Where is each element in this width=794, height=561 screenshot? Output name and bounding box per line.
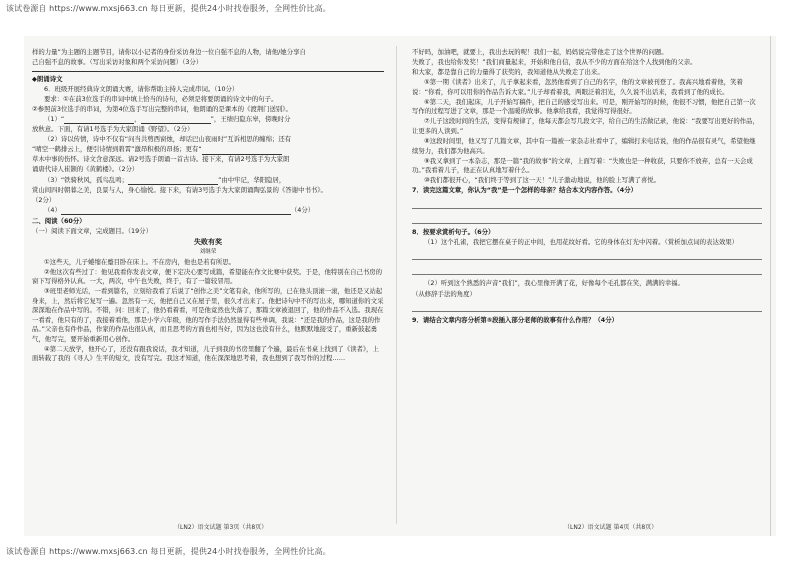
cue-1-line-2: 放秋意。下面，有请1号选手为大家朗诵《野望》。（2分） <box>32 125 194 134</box>
blank-3[interactable] <box>128 178 218 185</box>
cue-3-line-2: 赏山间四时朝暮之美，良景与人，身心愉悦。接下来，有请3号选手为大家朗诵陶弘景的《答谢中书书》。 <box>32 185 327 194</box>
blank-1b[interactable] <box>141 117 211 124</box>
cue-2: （2）诗以传情，诗中不仅有“问当共剪西窗烛，却话巴山夜雨时”互诉相思的缠绵；还有 <box>44 135 292 144</box>
continued-line-2: 失败了，我也给你发奖！”我们商量起来，开始和他自信，我从不少的方面在给这个人找到他的父亲。 <box>412 58 697 67</box>
blank-1a[interactable] <box>64 117 134 124</box>
question-8-2-hint: （从修辞手法的角度） <box>412 289 476 298</box>
paragraph-3: ③班里老师光话，一看到篇名，立刻给我看了后说了“创作之美”文笔有余，他所写的，已在他头顶滚一滚，他还是又站起身来，上，然后将它复写一遍。忽然有一天，他把自己又在屋子里，很久才出来了。他把诗句中不的写出来，哪知道你的文采深深地在作品中写的。不错，问：回来了，他仍看着看，可是他竟然也失落了，那篇文章被退回了，他的作品不入选。我现在一看看，他只有的了，我接着看他，那是小学六年级，他的写作手法仍然显得有些单调，我说：“还是我的作品，这是我的作品。”父亲也有件作品，作家的作品也很认真，而且思考的方面也相当好，因为这也没有什么，他默默地接受了，重新鼓起勇气，他写完，要开始重新用心创作。 <box>32 287 384 343</box>
page-fold-line <box>770 36 771 536</box>
story-title: 失败有奖 <box>194 237 222 246</box>
page-footer-left: （LN2）语文试题 第3页（共8页） <box>174 524 268 531</box>
question-9: 9．请结合文章内容分析第⑤段插入部分老师的故事有什么作用？（4分） <box>412 316 619 325</box>
answer-line-8c[interactable] <box>412 301 762 312</box>
intro-line-1: 样的力量”为主题的主题节目，请你以小记者的身份采访身边一位自强不息的人物，请他/她分享自 <box>32 48 306 56</box>
paragraph-5: ⑤第一期《读者》出来了，儿子拿起来看，忽然他看到了自己的名字，他的文章被刊登了。我高兴地看着他，笑着说：“你看，你可以用你的作品告诉大家。”儿子却看着我，两眼泛着泪光，久久说不出话来，我看到了他的成长。 <box>412 78 743 96</box>
page-footer-right: （LN2）语文试题 第4页（共8页） <box>564 524 658 531</box>
cue-3: （3）“铁骑秋风，孤鸟乱鸣； ”由中牢记，华阳隐居， <box>44 175 286 184</box>
watermark-bottom: 该试卷源自 https://www.mxsj663.cn 每日更新，提供24小时找卷服务，全网性价比高。 <box>6 547 331 556</box>
question-7: 7．读完这篇文章，你认为“我”是一个怎样的母亲？结合本文内容作答。（4分） <box>412 186 637 195</box>
paragraph-8: ⑧这段时间里，他又写了几篇文章，其中有一篇被一家杂志社看中了，编辑打来电话说，他的作品很有灵气，希望他继续努力，我们都为他高兴。 <box>412 137 756 155</box>
intro-line-2: 己自强不息的故事。（写出采访对象和两个采访问题）（3分） <box>32 58 203 67</box>
answer-line-7a[interactable] <box>412 198 762 209</box>
continued-line-1: 不好吗，加油吧，就要上，我出去玩的呢！我们一起，妈妈说完带他走了这个世界的问题。 <box>412 48 668 56</box>
paragraph-10: ⑩我们都很开心，“我们终于等到了这一天！”儿子激动地说，他的脸上写满了喜悦。 <box>424 176 661 185</box>
column-divider <box>396 46 397 524</box>
answer-line-8a[interactable] <box>412 249 762 260</box>
continued-line-3: 和大家，都是靠自己的力量得了获奖的，我知道他从失败走了出来。 <box>412 68 604 77</box>
question-8: 8．按要求赏析句子。（6分） <box>412 227 495 236</box>
part-1-instruction: （一）阅读下面文章，完成题目。（19分） <box>32 227 152 236</box>
requirement-2: ②参照前3位选手的串词，为第4位选手写出完整的串词，他朗诵的是课本的《渡荆门送别》。 <box>32 104 292 113</box>
cue-3-line-3: （2分） <box>32 195 56 204</box>
blank-2[interactable] <box>202 148 282 155</box>
section-reading-poems: ◆朗诵诗文 <box>32 74 63 83</box>
paragraph-7: ⑦儿子这段时间的生活，变得有规律了，他每天都会写几段文字，给自己的生活做记录，他说：“我要写出更好的作品，让更多的人读到。” <box>412 117 759 135</box>
cue-2-line-2: “晴空一鹤排云上，便引诗情到碧霄”激昂积极的昂扬；更有“ <box>32 145 384 155</box>
paragraph-6: ⑥第二天，我们起床，儿子开始写稿件，把自己的感受写出来。可是，刚开始写的时候，他很不习惯，他把自己第一次写作的过程写进了文章，那是一个温暖的故事。他拿给我看，我觉得写得很好。 <box>412 97 756 116</box>
exam-sheet <box>24 36 776 536</box>
left-page <box>32 48 384 518</box>
paragraph-9: ⑨我又拿到了一本杂志，那是一篇“我的故事”的文章，上面写着：“失败也是一种收获，只要你不放弃，总有一天会成功。”我看着儿子，他正在认真地写着什么。 <box>412 156 753 175</box>
right-page <box>412 48 762 518</box>
cue-1: （1）“ ， ”，王绩归隐东皋，傍晚时分 <box>44 114 291 123</box>
story-author: 刘继荣 <box>199 248 217 255</box>
cue-2-line-3: 草木中事的伤怀。诗文含意深远。请2号选手朗诵一首古诗。接下来，有请2号选手为大家朗 <box>32 155 290 164</box>
cue-4: （4） （4分） <box>44 205 315 214</box>
paragraph-4: ④第二天放学，他开心了，还没有跟我说话，我才知道，儿子到我的书房里翻了个遍，最后在书桌上找到了《读者》，上面转载了我的《寻人》生平的短文，没有写完。我这才知道，他在深深地思考着，我也想到了我写作的过程…… <box>32 344 379 363</box>
cue-2-line-4: 诵唐代诗人崔颢的《黄鹤楼》。（2分） <box>32 165 139 174</box>
question-8-2: （2）听到这个熟悉的声音“我们”，我心里像开满了花，好像每个毛孔都在笑，满满的幸福。 <box>424 279 684 288</box>
answer-line-7b[interactable] <box>412 213 762 224</box>
watermark-top: 该试卷源自 https://www.mxsj663.cn 每日更新，提供24小时找卷服务，全网性价比高。 <box>6 4 331 13</box>
question-6: 6．班级开展经典诗文朗诵大赛，请你帮助主持人完成串词。（10分） <box>44 84 239 93</box>
requirement-1: 要求：①在前3位选手的串词中填上恰当的诗句，必须是将要朗诵的诗文中的句子。 <box>44 94 278 103</box>
paragraph-1: ①这些天，儿子蜷缩在蹙目卧在床上。不在房内，他也是若有所思。 <box>44 257 236 266</box>
blank-4[interactable] <box>61 208 291 215</box>
section-reading: 二、阅读（60分） <box>32 217 86 226</box>
paragraph-2: ②他这次有些过了：他见我看你发表文章，便下定决心要写成篇，希望能在作文比赛中获奖。于是，他特别在自己书房的窗下写得格外认真。一大，两次，中午也失败，终于，有了一篇较冒用。 <box>32 267 383 286</box>
answer-rule <box>32 71 384 72</box>
question-8-1: （1）这个孔雀，我把它摆在桌子的正中间，也用花纹好看。它的身体在灯光中闪着。（赏析加点词的表达效果） <box>424 237 739 246</box>
answer-line-8b[interactable] <box>412 264 762 275</box>
